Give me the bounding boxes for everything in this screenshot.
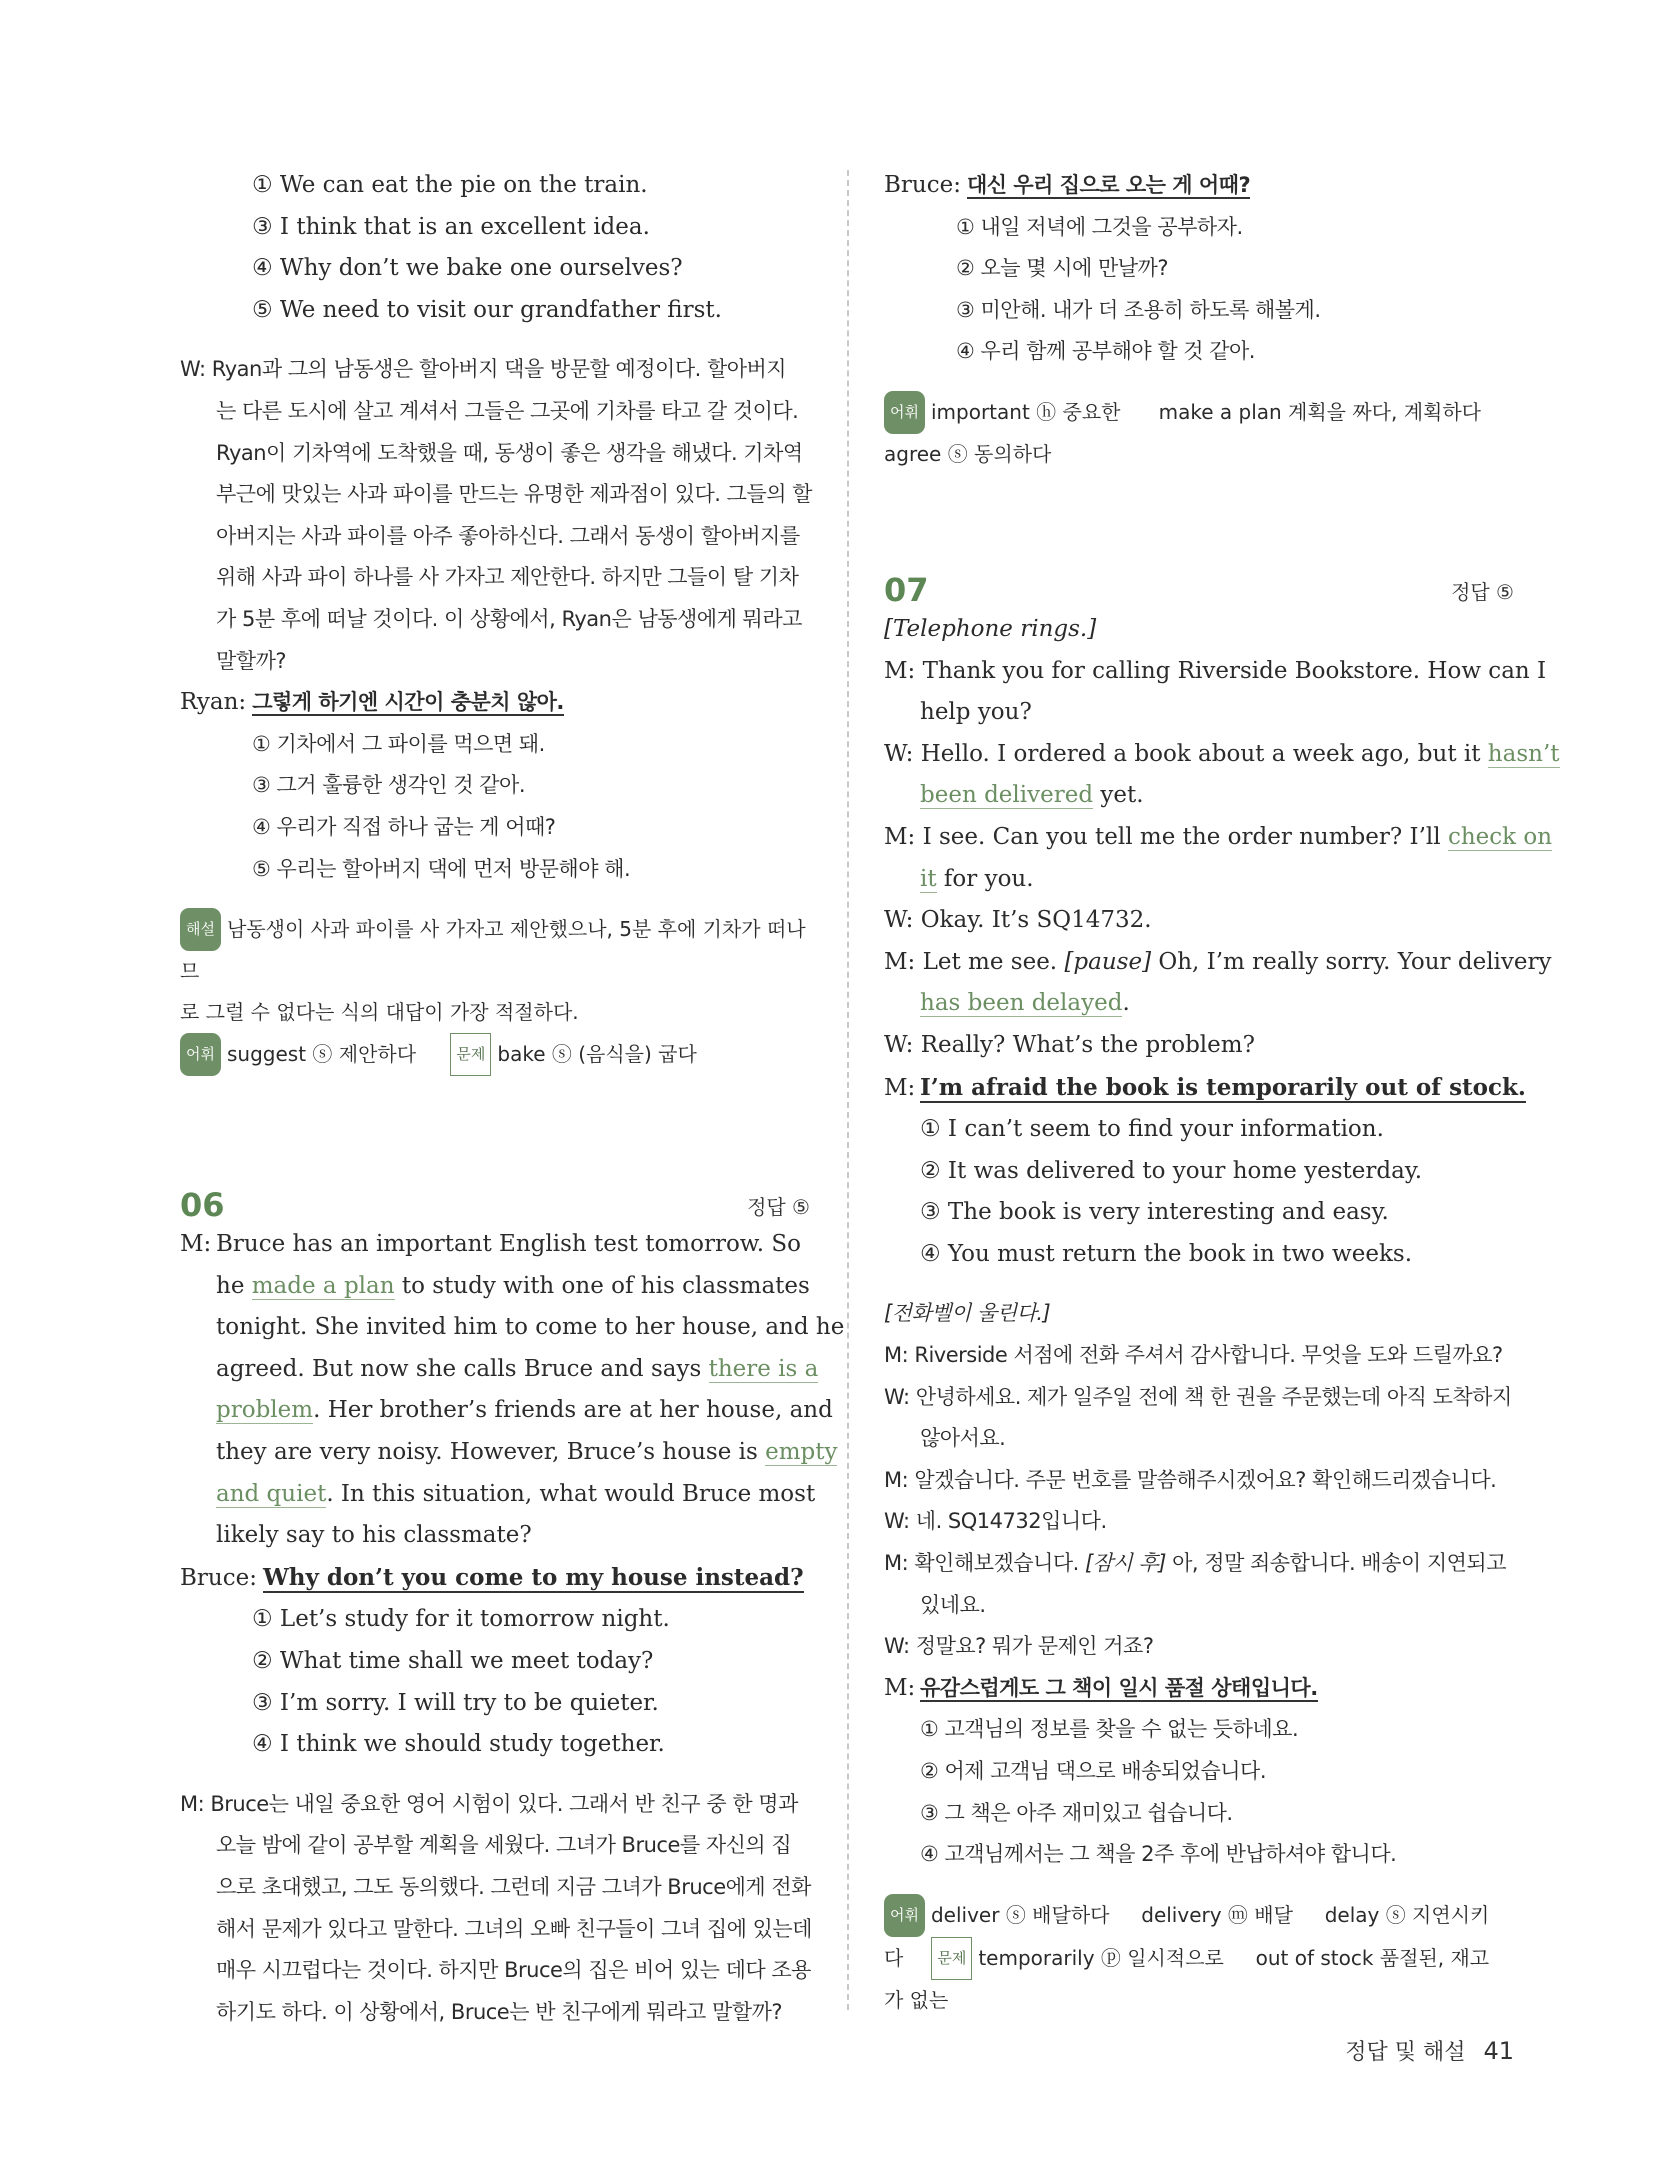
script-text: Bruce has an important English test tomorrow. So: [216, 1231, 801, 1258]
answer-key: 정답 ⑤: [1451, 579, 1514, 604]
q05-choice-en: ④ Why don’t we bake one ourselves?: [252, 255, 683, 282]
page-number: 41: [1483, 2037, 1514, 2065]
key-phrase: been delivered: [920, 782, 1094, 809]
problem-tag: 문제: [931, 1937, 972, 1980]
q06-choice-en: ① Let’s study for it tomorrow night.: [252, 1606, 670, 1633]
q06-translation-line: 으로 초대했고, 그도 동의했다. 그런데 지금 그녀가 Bruce에게 전화: [216, 1875, 811, 1899]
vocab-item: suggest ⓢ 제안하다: [226, 1042, 417, 1067]
answer-sentence: 대신 우리 집으로 오는 게 어때?: [966, 173, 1251, 197]
q07-vocab-cont: [884, 1937, 1514, 1980]
speaker-label: Bruce:: [180, 1564, 257, 1591]
explanation-tag: 해설: [180, 908, 221, 951]
speaker-label: M:: [180, 1231, 212, 1258]
question-number: 07: [884, 570, 929, 609]
q07-translation-line: W: 안녕하세요. 제가 일주일 전에 책 한 권을 주문했는데 아직 도착하지: [884, 1384, 1512, 1409]
q06-translation-line: 하기도 하다. 이 상황에서, Bruce는 반 친구에게 뭐라고 말할까?: [216, 1999, 783, 2024]
vocab-item: temporarily ⓟ 일시적으로 out of stock 품절된, 재고: [978, 1945, 1490, 1970]
q07-script-line: [884, 817, 1553, 859]
q05-ryan-line: [180, 682, 810, 724]
q07-script-line: W: Really? What’s the problem?: [884, 1031, 1255, 1058]
q05-choice-en: ③ I think that is an excellent idea.: [252, 213, 650, 240]
q05-explanation: [180, 908, 810, 992]
q06-translation-line: 오늘 밤에 같이 공부할 계획을 세웠다. 그녀가 Bruce를 자신의 집: [216, 1833, 792, 1858]
script-text: Oh, I’m really sorry. Your delivery: [1158, 948, 1552, 975]
q05-choice-kr: ① 기차에서 그 파이를 먹으면 돼.: [252, 731, 545, 756]
q07-kr-answer-line: [884, 1668, 1514, 1710]
script-text: he: [216, 1272, 245, 1299]
q07-header: [884, 551, 1514, 609]
q06-script-line: [180, 1474, 816, 1516]
q06-vocab-cont: agree ⓢ 동의하다: [884, 441, 1052, 466]
key-phrase: and quiet: [216, 1480, 327, 1507]
q05-choice-en: ① We can eat the pie on the train.: [252, 172, 648, 198]
q07-choice-en: ② It was delivered to your home yesterday.: [920, 1157, 1423, 1184]
question-number: 06: [180, 1186, 225, 1225]
key-phrase: check on: [1447, 823, 1553, 850]
q06-script-line: tonight. She invited him to come to her house, and he: [216, 1314, 845, 1341]
q05-choice-en: ⑤ We need to visit our grandfather first.: [252, 296, 722, 323]
script-text: they are very noisy. However, Bruce’s house is: [216, 1439, 758, 1466]
q06-choice-kr: ① 내일 저녁에 그것을 공부하자.: [956, 214, 1243, 239]
q05-translation-line: 가 5분 후에 떠날 것이다. 이 상황에서, Ryan은 남동생에게 뭐라고: [216, 606, 802, 631]
column-divider: [847, 170, 849, 2010]
script-text: . Her brother’s friends are at her house, and: [313, 1397, 833, 1424]
speaker-label: M:: [884, 1074, 916, 1101]
q07-vocab-cont: 가 없는: [884, 1987, 949, 2012]
q05-translation-line: 말할까?: [216, 648, 287, 673]
vocab-item: bake ⓢ (음식을) 굽다: [497, 1042, 697, 1067]
key-phrase: problem: [216, 1397, 314, 1424]
q06-script-line: [180, 1349, 819, 1391]
q06-bruce-kr-line: [884, 165, 1514, 207]
q07-translation-line: M: Riverside 서점에 전화 주셔서 감사합니다. 무엇을 도와 드릴까요?: [884, 1343, 1503, 1368]
explanation-text: 남동생이 사과 파이를 사 가자고 제안했으나, 5분 후에 기차가 떠나므: [180, 917, 806, 984]
q06-script-line: likely say to his classmate?: [216, 1522, 532, 1549]
speaker-label: Ryan:: [180, 689, 247, 716]
q07-script-line: [884, 734, 1560, 776]
q05-vocab: [180, 1033, 810, 1076]
q06-choice-kr: ④ 우리 함께 공부해야 할 것 같아.: [956, 339, 1255, 364]
q07-vocab: [884, 1894, 1514, 1937]
q06-script-line: [180, 1266, 810, 1308]
q06-translation-line: 해서 문제가 있다고 말한다. 그녀의 오빠 친구들이 그녀 집에 있는데: [216, 1916, 812, 1941]
q05-explanation-cont: 로 그럴 수 없다는 식의 대답이 가장 적절하다.: [180, 1000, 579, 1025]
speaker-label: Bruce:: [884, 172, 961, 198]
q05-choice-kr: ⑤ 우리는 할아버지 댁에 먼저 방문해야 해.: [252, 856, 631, 881]
q06-script-line: [180, 1224, 810, 1266]
q05-translation-line: 는 다른 도시에 살고 계셔서 그들은 그곳에 기차를 타고 갈 것이다.: [216, 398, 799, 423]
q07-choice-en: ④ You must return the book in two weeks.: [920, 1240, 1413, 1267]
q05-translation-line: 아버지는 사과 파이를 아주 좋아하신다. 그래서 동생이 할아버지를: [216, 523, 800, 548]
q07-choice-kr: ③ 그 책은 아주 재미있고 쉽습니다.: [920, 1800, 1233, 1825]
stage-direction-kr: [전화벨이 울린다.]: [884, 1301, 1051, 1326]
q06-choice-en: ④ I think we should study together.: [252, 1731, 665, 1758]
script-text: M: I see. Can you tell me the order number? I’ll: [884, 823, 1441, 850]
q06-choice-en: ② What time shall we meet today?: [252, 1648, 654, 1675]
q07-answer-line: [884, 1067, 1526, 1110]
script-text: M: 확인해보겠습니다.: [884, 1551, 1079, 1576]
stage-direction: [잠시 후]: [1085, 1551, 1166, 1576]
q07-translation-line: M: 알겠습니다. 주문 번호를 말씀해주시겠어요? 확인해드리겠습니다.: [884, 1467, 1497, 1492]
script-text: M: Let me see.: [884, 948, 1058, 975]
footer-section-label: 정답 및 해설: [1345, 2040, 1466, 2065]
answer-sentence: Why don’t you come to my house instead?: [262, 1563, 804, 1591]
q07-translation-line: W: 정말요? 뭐가 문제인 거죠?: [884, 1634, 1154, 1659]
q05-translation-line: Ryan이 기차역에 도착했을 때, 동생이 좋은 생각을 해냈다. 기차역: [216, 440, 803, 465]
q07-choice-en: ③ The book is very interesting and easy.: [920, 1199, 1389, 1226]
q05-translation-line: W: Ryan과 그의 남동생은 할아버지 댁을 방문할 예정이다. 할아버지: [180, 357, 787, 382]
key-phrase: it: [920, 865, 937, 892]
key-phrase: made a plan: [251, 1272, 395, 1299]
q07-script-line: [884, 859, 1514, 901]
q07-choice-kr: ④ 고객님께서는 그 책을 2주 후에 반납하셔야 합니다.: [920, 1842, 1397, 1867]
stage-direction: [Telephone rings.]: [884, 615, 1097, 642]
q06-bruce-line: [180, 1557, 810, 1600]
key-phrase: has been delayed: [920, 990, 1123, 1017]
q07-script-line: [884, 983, 1514, 1025]
answer-sentence: 그렇게 하기엔 시간이 충분치 않아.: [252, 690, 564, 715]
answer-key: 정답 ⑤: [747, 1195, 810, 1220]
q06-translation-line: 매우 시끄럽다는 것이다. 하지만 Bruce의 집은 비어 있는 데다 조용: [216, 1958, 811, 1983]
script-text: .: [1122, 990, 1130, 1017]
q07-script-line: [884, 942, 1552, 984]
q07-translation-line: [884, 1543, 1514, 1585]
q07-script-line: [884, 775, 1514, 817]
q06-header: [180, 1166, 810, 1224]
script-text: W: Hello. I ordered a book about a week ago, but it: [884, 740, 1481, 767]
vocab-item: deliver ⓢ 배달하다 delivery ⓜ 배달 delay ⓢ 지연시키: [930, 1902, 1490, 1927]
q07-script-line: W: Okay. It’s SQ14732.: [884, 907, 1152, 934]
script-text: to study with one of his classmates: [401, 1272, 810, 1299]
answer-sentence: 유감스럽게도 그 책이 일시 품절 상태입니다.: [920, 1675, 1318, 1700]
vocab-tag: 어휘: [180, 1033, 221, 1076]
vocab-item: 다: [884, 1945, 904, 1970]
script-text: yet.: [1093, 782, 1144, 809]
q05-translation-line: 부근에 맛있는 사과 파이를 만드는 유명한 제과점이 있다. 그들의 할: [216, 482, 812, 507]
q06-choice-kr: ② 오늘 몇 시에 만날까?: [956, 256, 1168, 281]
key-phrase: there is a: [708, 1355, 819, 1382]
q07-choice-kr: ① 고객님의 정보를 찾을 수 없는 듯하네요.: [920, 1717, 1299, 1742]
q05-choice-kr: ③ 그거 훌륭한 생각인 것 같아.: [252, 773, 526, 798]
vocab-tag: 어휘: [884, 1894, 925, 1937]
q06-choice-kr: ③ 미안해. 내가 더 조용히 하도록 해볼게.: [956, 297, 1321, 322]
q06-vocab: [884, 391, 1514, 434]
q05-choice-kr: ④ 우리가 직접 하나 굽는 게 어때?: [252, 814, 556, 839]
q07-translation-line: W: 네. SQ14732입니다.: [884, 1509, 1107, 1534]
q07-choice-en: ① I can’t seem to find your information.: [920, 1116, 1384, 1143]
q06-script-line: [180, 1432, 838, 1474]
q07-script-line: M: Thank you for calling Riverside Bookstore. How can I: [884, 657, 1547, 684]
script-text: agreed. But now she calls Bruce and says: [216, 1355, 702, 1382]
vocab-item: important ⓗ 중요한 make a plan 계획을 짜다, 계획하다: [930, 399, 1481, 424]
key-phrase: empty: [765, 1439, 838, 1466]
q07-translation-line: 않아서요.: [920, 1426, 1006, 1451]
script-text: 아, 정말 죄송합니다. 배송이 지연되고: [1172, 1551, 1506, 1576]
q07-script-line: help you?: [920, 699, 1032, 726]
vocab-tag: 어휘: [884, 391, 925, 434]
q06-translation-line: M: Bruce는 내일 중요한 영어 시험이 있다. 그래서 반 친구 중 한 명과: [180, 1791, 798, 1816]
left-column: [180, 165, 845, 2033]
problem-tag: 문제: [450, 1033, 491, 1076]
answer-sentence: I’m afraid the book is temporarily out of stock.: [920, 1073, 1526, 1101]
page-footer: [1345, 2035, 1514, 2066]
q05-translation-line: 위해 사과 파이 하나를 사 가자고 제안한다. 하지만 그들이 탈 기차: [216, 565, 799, 590]
speaker-label: M:: [884, 1674, 916, 1701]
q06-choice-en: ③ I’m sorry. I will try to be quieter.: [252, 1689, 659, 1716]
q06-script-line: [180, 1390, 833, 1432]
right-column: [884, 165, 1560, 2021]
stage-direction: [pause]: [1064, 948, 1152, 975]
script-text: for you.: [936, 865, 1034, 892]
q07-translation-line: 있네요.: [920, 1592, 986, 1617]
key-phrase: hasn’t: [1487, 740, 1560, 767]
q07-choice-kr: ② 어제 고객님 댁으로 배송되었습니다.: [920, 1759, 1266, 1783]
script-text: . In this situation, what would Bruce most: [326, 1480, 816, 1507]
